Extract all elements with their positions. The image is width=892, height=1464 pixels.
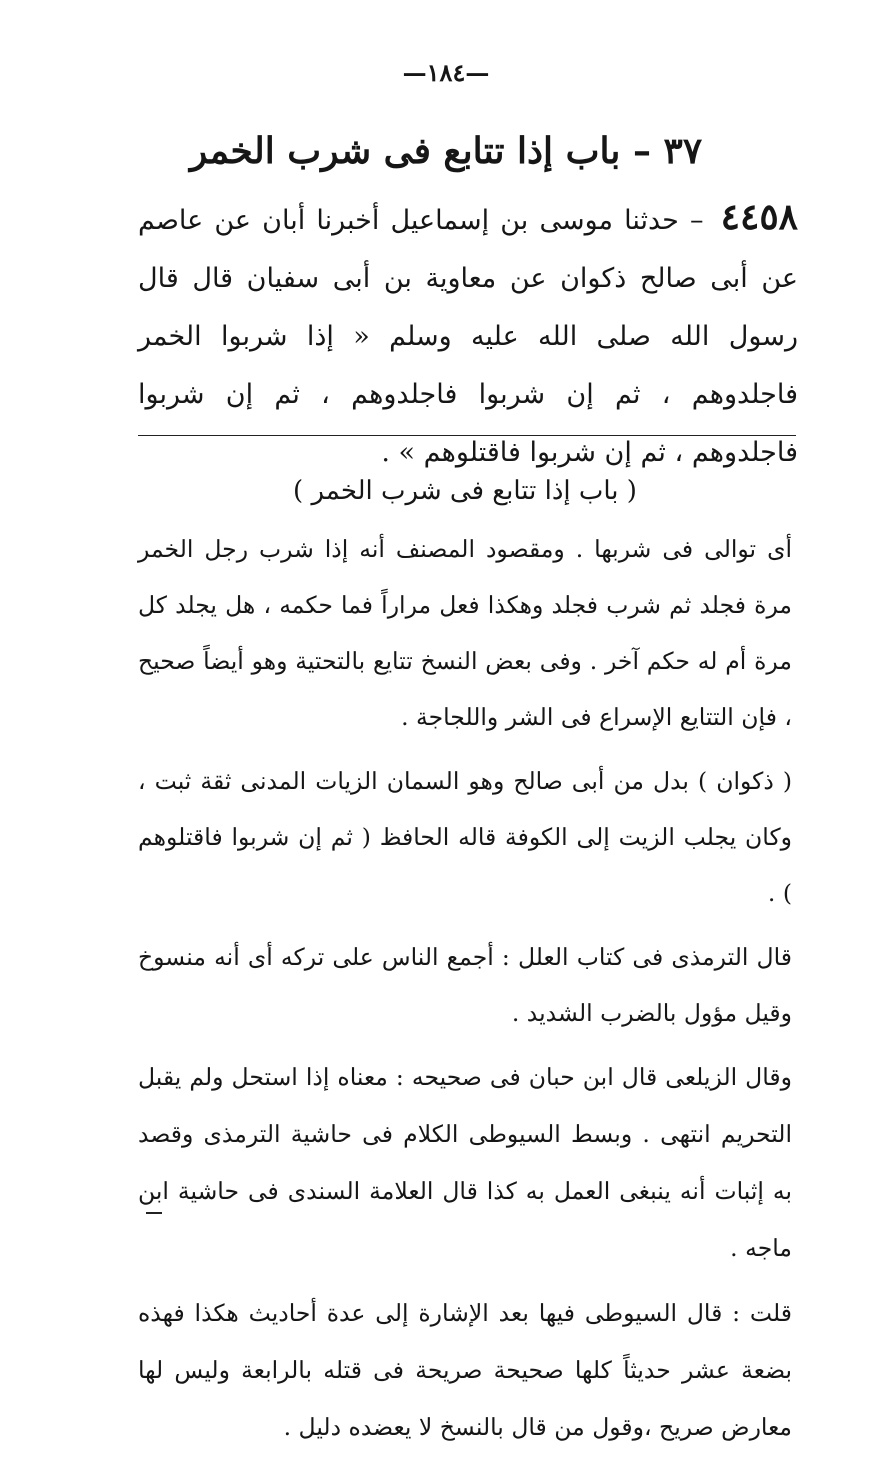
chapter-heading: ٣٧ – باب إذا تتابع فى شرب الخمر bbox=[189, 130, 703, 172]
hadith-text: – حدثنا موسى بن إسماعيل أخبرنا أبان عن عاصم عن أبى صالح ذكوان عن معاوية بن أبى سفيان قال قال رسول الله صلى الله عليه وسلم « إذا شربوا الخمر فاجلدوهم ، ثم إن شربوا فاجلدوهم ، ثم إن شربوا فاجلدوهم ، ثم إن شربوا فاقتلوهم » . bbox=[138, 205, 798, 468]
commentary-paragraph: ( ذكوان ) بدل من أبى صالح وهو السمان الزيات المدنى ثقة ثبت ، وكان يجلب الزيت إلى الكوفة قاله الحافظ ( ثم إن شربوا فاقتلوهم ) . bbox=[138, 767, 792, 907]
commentary-paragraph: أى توالى فى شربها . ومقصود المصنف أنه إذا شرب رجل الخمر مرة فجلد ثم شرب فجلد وهكذا فعل مراراً فما حكمه ، هل يجلد كل مرة أم له حكم آخر . وفى بعض النسخ تتايع بالتحتية وهو أيضاً صحيح ، فإن التتايع الإسراع فى الشر واللجاجة . bbox=[138, 535, 792, 731]
section-divider bbox=[138, 435, 796, 436]
commentary-heading: ( باب إذا تتابع فى شرب الخمر ) bbox=[293, 476, 637, 506]
hadith-block bbox=[138, 188, 798, 482]
commentary-block bbox=[138, 463, 792, 1464]
hadith-number: ٤٤٥٨ bbox=[720, 196, 798, 238]
commentary-paragraph: قلت : قال السيوطى فيها بعد الإشارة إلى عدة أحاديث هكذا فهذه بضعة عشر حديثاً كلها صحيحة صريحة فى قتله بالرابعة وليس لها معارض صريح ،وقول من قال بالنسخ لا يعضده دليل . bbox=[138, 1299, 792, 1441]
commentary-paragraph: قال الترمذى فى كتاب العلل : أجمع الناس على تركه أى أنه منسوخ وقيل مؤول بالضرب الشديد . bbox=[138, 943, 792, 1027]
commentary-paragraph: وقال الزيلعى قال ابن حبان فى صحيحه : معناه إذا استحل ولم يقبل التحريم انتهى . وبسط السيوطى الكلام فى حاشية الترمذى وقصد به إثبات أنه ينبغى العمل به كذا قال العلامة السندى فى حاشية ابن ماجه . bbox=[138, 1063, 792, 1262]
page-number: —١٨٤— bbox=[402, 58, 490, 87]
footnote-dash bbox=[146, 1212, 162, 1214]
